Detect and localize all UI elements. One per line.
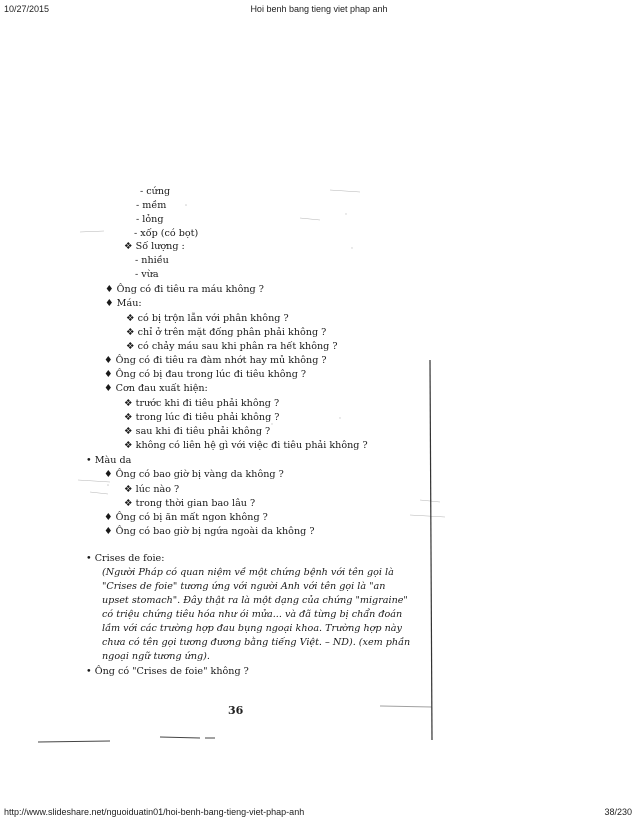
note-paragraph-line: upset stomach". Đây thật ra là một dạng của chứng "migraine": [102, 595, 408, 606]
consistency-item: - mềm: [136, 200, 167, 211]
question-line: • Ông có "Crises de foie" không ?: [86, 666, 249, 677]
question-line: ❖ trong lúc đi tiêu phải không ?: [124, 412, 280, 423]
note-paragraph-line: (Người Pháp có quan niệm về một chứng bệnh với tên gọi là: [102, 567, 394, 578]
blood-heading: ♦ Máu:: [105, 298, 142, 309]
scan-mark: [80, 231, 104, 232]
question-line: ❖ sau khi đi tiêu phải không ?: [124, 426, 271, 437]
question-line: ❖ chỉ ở trên mặt đống phân phải không ?: [126, 327, 327, 338]
question-line: ❖ có chảy máu sau khi phân ra hết không ?: [126, 341, 338, 352]
question-line: ♦ Ông có đi tiêu ra máu không ?: [105, 284, 264, 295]
question-line: ❖ có bị trộn lẫn với phân không ?: [126, 313, 289, 324]
quantity-item: - nhiều: [135, 255, 169, 266]
note-paragraph-line: chưa có tên gọi tương đương bằng tiếng Việt. – ND). (xem phần: [102, 637, 411, 648]
right-edge-line: [430, 360, 432, 740]
note-paragraph-line: "Crises de foie" tương ứng với người Anh với tên gọi là "an: [102, 581, 386, 592]
question-line: ♦ Ông có bao giờ bị ngứa ngoài da không ?: [104, 526, 315, 537]
skin-color-heading: • Màu da: [86, 455, 132, 466]
question-line: ❖ trong thời gian bao lâu ?: [124, 498, 256, 509]
question-line: ♦ Ông có bị đau trong lúc đi tiêu không ?: [104, 369, 307, 380]
pain-heading: ♦ Cơn đau xuất hiện:: [104, 383, 208, 394]
question-line: ♦ Ông có bao giờ bị vàng da không ?: [104, 469, 284, 480]
note-paragraph-line: ngoại ngữ tương ứng).: [102, 651, 210, 662]
scan-mark: [78, 480, 110, 494]
footer-url[interactable]: http://www.slideshare.net/nguoiduatin01/hoi-benh-bang-tieng-viet-phap-anh: [4, 807, 305, 817]
quantity-item: - vừa: [135, 269, 159, 280]
question-line: ❖ không có liên hệ gì với việc đi tiêu phải không ?: [124, 440, 368, 451]
consistency-item: - lỏng: [136, 214, 164, 225]
consistency-item: - cứng: [140, 186, 171, 197]
quantity-heading: ❖ Số lượng :: [124, 241, 185, 252]
scan-mark: [410, 500, 445, 517]
header-title: Hoi benh bang tieng viet phap anh: [250, 4, 388, 14]
note-paragraph-line: lầm với các trường hợp đau bụng ngoại khoa. Trường hợp này: [102, 623, 402, 634]
footer-page-counter: 38/230: [604, 807, 632, 817]
note-paragraph-line: có triệu chứng tiêu hóa như ói mửa... và đã từng bị chẩn đoán: [102, 609, 403, 620]
page-number: 36: [228, 704, 244, 717]
question-line: ♦ Ông có đi tiêu ra đàm nhớt hay mủ không ?: [104, 355, 327, 366]
header-date: 10/27/2015: [4, 4, 50, 14]
question-line: ❖ lúc nào ?: [124, 484, 180, 495]
question-line: ❖ trước khi đi tiêu phải không ?: [124, 398, 280, 409]
question-line: ♦ Ông có bị ăn mất ngon không ?: [104, 512, 268, 523]
consistency-item: - xốp (có bọt): [134, 228, 199, 239]
crises-heading: • Crises de foie:: [86, 553, 165, 564]
scan-mark: [300, 190, 360, 220]
